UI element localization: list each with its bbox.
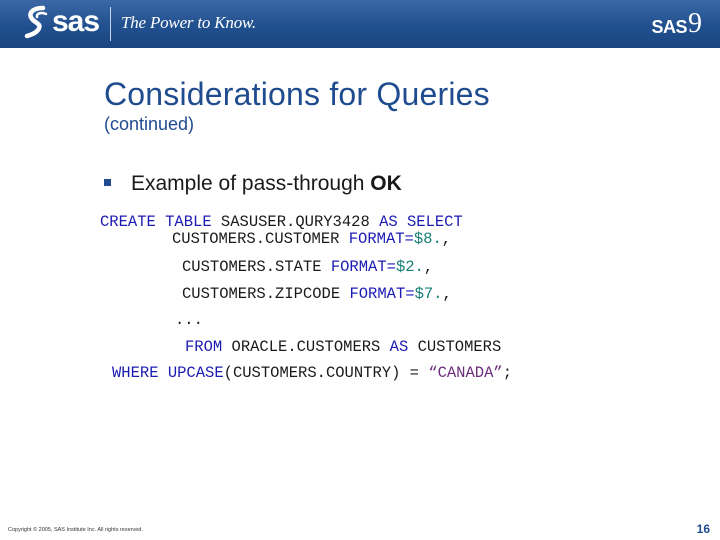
code-format-value: $2. (395, 258, 424, 276)
code-text: ORACLE.CUSTOMERS (222, 338, 390, 356)
code-text: , (441, 230, 452, 248)
bullet-text-emphasis: OK (370, 172, 402, 195)
code-text: CUSTOMERS (408, 338, 502, 356)
code-keyword: CREATE TABLE (100, 213, 212, 231)
code-keyword: FORMAT= (348, 230, 414, 248)
code-text: CUSTOMERS.ZIPCODE (182, 285, 350, 303)
slide-title: Considerations for Queries (104, 76, 490, 112)
code-keyword: AS (389, 338, 409, 356)
code-line-7 (112, 364, 512, 382)
sas9-number: 9 (688, 8, 702, 39)
code-text: CUSTOMERS.STATE (182, 258, 331, 276)
tagline: The Power to Know. (121, 13, 256, 32)
code-line-6 (185, 338, 501, 356)
sas9-logo (651, 9, 702, 39)
sas9-word: SAS (651, 17, 687, 37)
code-line-5 (175, 311, 203, 329)
code-keyword: FORMAT= (349, 285, 415, 303)
code-text (159, 364, 168, 382)
code-keyword: FROM (185, 338, 223, 356)
code-line-3 (182, 258, 433, 276)
code-keyword: WHERE (112, 364, 159, 382)
code-text: (CUSTOMERS.COUNTRY) = (223, 364, 429, 382)
code-string: “CANADA” (428, 364, 503, 382)
code-format-value: $7. (414, 285, 443, 303)
page-number: 16 (696, 522, 710, 536)
code-keyword: FORMAT= (330, 258, 396, 276)
sas-swirl-icon (24, 5, 50, 39)
sas-logo (24, 5, 99, 39)
code-ellipsis: ... (175, 311, 203, 329)
banner-divider (110, 7, 111, 41)
slide-subtitle: (continued) (104, 114, 195, 134)
code-text: , (423, 258, 434, 276)
code-text: ; (502, 364, 513, 382)
code-text: SASUSER.QURY3428 (211, 213, 380, 231)
code-text: CUSTOMERS.CUSTOMER (172, 230, 349, 248)
code-line-4 (182, 285, 452, 303)
bullet-text-main: Example of pass-through (131, 172, 371, 195)
code-format-value: $8. (413, 230, 442, 248)
code-keyword: UPCASE (167, 364, 224, 382)
header-banner (0, 0, 720, 48)
code-keyword: AS SELECT (379, 213, 463, 231)
copyright-notice: Copyright © 2005, SAS Institute Inc. All rights reserved. (8, 527, 143, 533)
bullet-square-icon (104, 179, 111, 186)
code-line-2 (172, 230, 451, 248)
bullet-item (104, 172, 402, 196)
bullet-text (131, 172, 402, 196)
code-line-1 (100, 213, 463, 231)
code-text: , (442, 285, 452, 303)
logo-text: sas (52, 5, 100, 38)
